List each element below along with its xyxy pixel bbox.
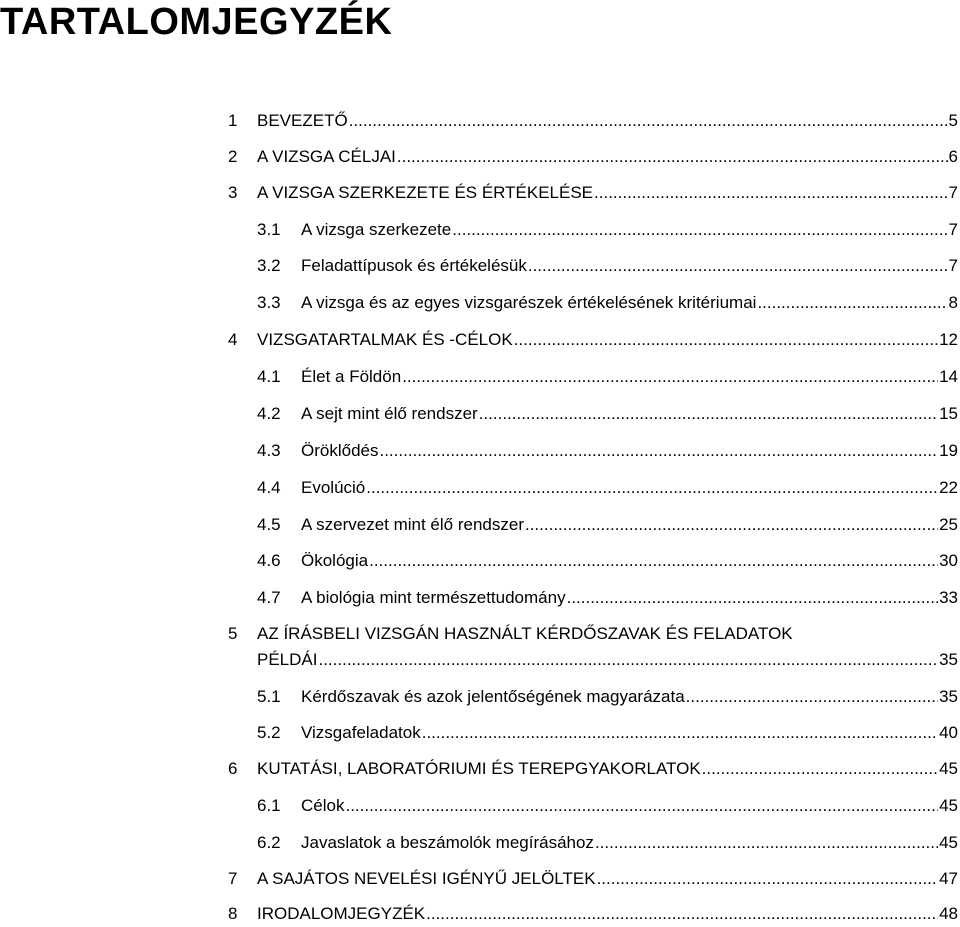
toc-number: 6.2 bbox=[257, 833, 281, 852]
toc-title: A SAJÁTOS NEVELÉSI IGÉNYŰ JELÖLTEK bbox=[257, 869, 596, 888]
toc-title: Célok bbox=[301, 796, 345, 815]
toc-entry-3[interactable] bbox=[226, 182, 958, 206]
toc-entry-3-3[interactable] bbox=[226, 292, 958, 316]
toc-leader bbox=[528, 255, 948, 277]
toc-leader bbox=[757, 292, 947, 314]
toc-entry-7[interactable] bbox=[226, 868, 958, 892]
toc-number: 4.5 bbox=[257, 515, 281, 534]
toc-page: 45 bbox=[939, 759, 958, 778]
toc-page: 35 bbox=[939, 650, 958, 669]
toc-title: Evolúció bbox=[301, 478, 366, 497]
toc-number: 5.1 bbox=[257, 687, 281, 706]
toc-entry-4-2[interactable] bbox=[226, 403, 958, 427]
toc-leader bbox=[514, 329, 938, 351]
toc-number: 3.2 bbox=[257, 256, 281, 275]
toc-number: 4.2 bbox=[257, 404, 281, 423]
toc-leader bbox=[594, 182, 948, 204]
toc-number: 6 bbox=[228, 759, 238, 778]
toc-title: A VIZSGA SZERKEZETE ÉS ÉRTÉKELÉSE bbox=[257, 183, 594, 202]
toc-page: 35 bbox=[939, 687, 958, 706]
toc-leader bbox=[402, 366, 938, 388]
toc-leader bbox=[525, 514, 938, 536]
toc-page: 5 bbox=[948, 111, 958, 130]
toc-entry-4[interactable] bbox=[226, 329, 958, 353]
toc-entry-4-7[interactable] bbox=[226, 587, 958, 611]
toc-title: A vizsga szerkezete bbox=[301, 220, 452, 239]
toc-title: Kérdőszavak és azok jelentőségének magyarázata bbox=[301, 687, 685, 706]
toc-title: Élet a Földön bbox=[301, 367, 402, 386]
toc-number: 4.6 bbox=[257, 551, 281, 570]
toc-title: Ökológia bbox=[301, 551, 369, 570]
toc-number: 5 bbox=[228, 624, 238, 643]
toc-title: IRODALOMJEGYZÉK bbox=[257, 904, 426, 923]
toc-number: 4 bbox=[228, 330, 238, 349]
toc-leader bbox=[369, 550, 938, 572]
toc-leader bbox=[426, 903, 938, 925]
toc-page: 6 bbox=[948, 147, 958, 166]
toc-entry-2[interactable] bbox=[226, 146, 958, 170]
toc-title-line2: PÉLDÁI bbox=[257, 650, 318, 669]
toc-page: 19 bbox=[939, 441, 958, 460]
toc-title: A vizsga és az egyes vizsgarészek értékelésének kritériumai bbox=[301, 293, 757, 312]
toc-page: 22 bbox=[939, 478, 958, 497]
toc-number: 7 bbox=[228, 869, 238, 888]
toc-entry-6-1[interactable] bbox=[226, 795, 958, 819]
toc-page: 14 bbox=[939, 367, 958, 386]
toc-number: 3.3 bbox=[257, 293, 281, 312]
toc-leader bbox=[379, 440, 938, 462]
toc-page: 30 bbox=[939, 551, 958, 570]
toc-entry-1[interactable] bbox=[226, 110, 958, 134]
toc-entry-5[interactable] bbox=[226, 623, 958, 671]
toc-page: 33 bbox=[939, 588, 958, 607]
toc-entry-3-2[interactable] bbox=[226, 255, 958, 279]
toc-page: 45 bbox=[939, 833, 958, 852]
toc-page: 7 bbox=[948, 256, 958, 275]
toc-entry-6[interactable] bbox=[226, 758, 958, 782]
toc-leader bbox=[345, 795, 938, 817]
toc-title: A biológia mint természettudomány bbox=[301, 588, 566, 607]
toc-number: 3 bbox=[228, 183, 238, 202]
toc-title: Vizsgafeladatok bbox=[301, 723, 421, 742]
toc-leader bbox=[597, 868, 939, 890]
toc-title: VIZSGATARTALMAK ÉS -CÉLOK bbox=[257, 330, 513, 349]
toc-leader bbox=[567, 587, 938, 609]
toc-page: 8 bbox=[948, 293, 958, 312]
toc-number: 4.7 bbox=[257, 588, 281, 607]
page-title: TARTALOMJEGYZÉK bbox=[0, 1, 393, 43]
toc-page: 12 bbox=[939, 330, 958, 349]
toc-leader bbox=[397, 146, 948, 168]
toc-title-line1: AZ ÍRÁSBELI VIZSGÁN HASZNÁLT KÉRDŐSZAVAK ÉS FELADATOK bbox=[257, 624, 793, 643]
toc-title: A sejt mint élő rendszer bbox=[301, 404, 478, 423]
toc-entry-5-1[interactable] bbox=[226, 686, 958, 710]
toc-entry-6-2[interactable] bbox=[226, 832, 958, 856]
toc-entry-4-5[interactable] bbox=[226, 514, 958, 538]
toc-entry-4-6[interactable] bbox=[226, 550, 958, 574]
toc-page: 7 bbox=[948, 220, 958, 239]
toc-number: 4.4 bbox=[257, 478, 281, 497]
toc-leader bbox=[452, 219, 947, 241]
toc-leader bbox=[349, 110, 948, 132]
toc-title: A VIZSGA CÉLJAI bbox=[257, 147, 396, 166]
toc-number: 8 bbox=[228, 904, 238, 923]
toc-leader bbox=[366, 477, 938, 499]
toc-number: 3.1 bbox=[257, 220, 281, 239]
toc-leader bbox=[595, 832, 938, 854]
toc-page: 7 bbox=[948, 183, 958, 202]
toc-number: 2 bbox=[228, 147, 238, 166]
toc-entry-8[interactable] bbox=[226, 903, 958, 927]
toc-number: 4.3 bbox=[257, 441, 281, 460]
toc-title: Javaslatok a beszámolók megírásához bbox=[301, 833, 594, 852]
toc-entry-3-1[interactable] bbox=[226, 219, 958, 243]
toc-leader bbox=[479, 403, 938, 425]
toc-leader bbox=[318, 649, 938, 671]
toc-page: 45 bbox=[939, 796, 958, 815]
toc-title: Feladattípusok és értékelésük bbox=[301, 256, 527, 275]
toc-entry-5-2[interactable] bbox=[226, 722, 958, 746]
toc-number: 4.1 bbox=[257, 367, 281, 386]
toc-number: 5.2 bbox=[257, 723, 281, 742]
toc-leader bbox=[422, 722, 938, 744]
toc-page: 40 bbox=[939, 723, 958, 742]
toc-title: A szervezet mint élő rendszer bbox=[301, 515, 524, 534]
toc-title: BEVEZETŐ bbox=[257, 111, 348, 130]
toc-entry-4-4[interactable] bbox=[226, 477, 958, 501]
toc-number: 6.1 bbox=[257, 796, 281, 815]
toc-leader bbox=[702, 758, 938, 780]
toc-entry-4-3[interactable] bbox=[226, 440, 958, 464]
toc-page: 47 bbox=[939, 869, 958, 888]
toc-title: Öröklődés bbox=[301, 441, 379, 460]
toc-page: 48 bbox=[939, 904, 958, 923]
toc-page: 15 bbox=[939, 404, 958, 423]
toc-leader bbox=[686, 686, 938, 708]
toc-page: 25 bbox=[939, 515, 958, 534]
toc-title: KUTATÁSI, LABORATÓRIUMI ÉS TEREPGYAKORLATOK bbox=[257, 759, 701, 778]
toc-entry-4-1[interactable] bbox=[226, 366, 958, 390]
toc-number: 1 bbox=[228, 111, 238, 130]
